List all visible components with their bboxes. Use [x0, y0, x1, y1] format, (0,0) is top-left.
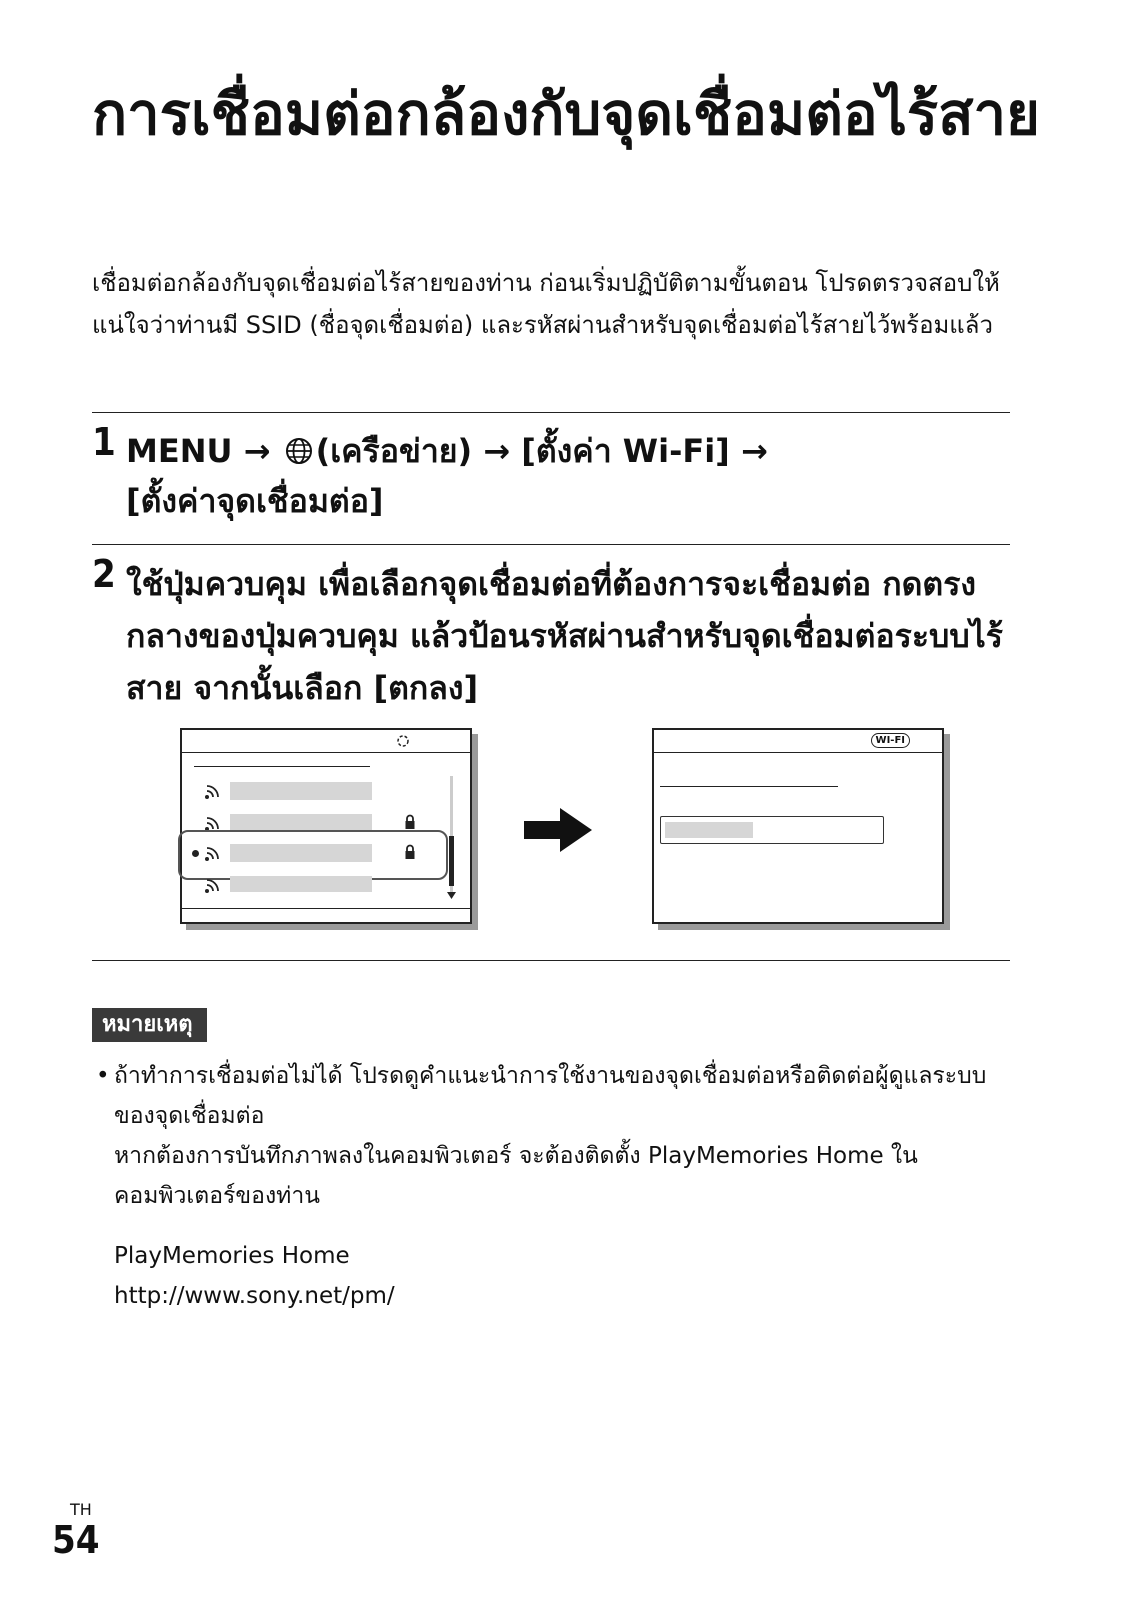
- scroll-down-icon: [447, 892, 456, 899]
- arrow-icon: →: [243, 432, 271, 470]
- globe-icon: [284, 436, 314, 466]
- note-line-1: ถ้าทำการเชื่อมต่อไม่ได้ โปรดดูคำแนะนำการใช้งานของจุดเชื่อมต่อหรือติดต่อผู้ดูแลระบบของจุดเชื่อมต่อ: [114, 1063, 987, 1129]
- arrow-icon: →: [483, 432, 511, 470]
- access-point-list-screen: [180, 728, 472, 924]
- software-url[interactable]: http://www.sony.net/pm/: [114, 1283, 395, 1309]
- note-item: [96, 1056, 996, 1216]
- screen-header: [654, 730, 942, 753]
- password-value: [665, 822, 753, 838]
- intro-paragraph: เชื่อมต่อกล้องกับจุดเชื่อมต่อไร้สายของท่าน ก่อนเริ่มปฏิบัติตามขั้นตอน โปรดตรวจสอบให้แน่ใจว่าท่านมี SSID (ชื่อจุดเชื่อมต่อ) และรหัสผ่านสำหรับจุดเชื่อมต่อไร้สายไว้พร้อมแล้ว: [92, 269, 1000, 339]
- access-point-name[interactable]: [230, 844, 372, 862]
- wifi-badge-icon: WI-FI: [871, 733, 910, 748]
- software-info: [114, 1236, 395, 1316]
- password-field[interactable]: [660, 816, 884, 844]
- page-number: 54: [52, 1518, 100, 1562]
- scrollbar-thumb[interactable]: [449, 836, 454, 886]
- bullet-icon: •: [96, 1063, 110, 1089]
- wifi-signal-icon: [204, 782, 222, 800]
- screen-header: [182, 730, 470, 753]
- note-label: หมายเหตุ: [92, 1008, 207, 1042]
- step-number: 2: [92, 552, 116, 596]
- menu-label: MENU: [126, 432, 233, 470]
- step-1: [92, 420, 1012, 530]
- note-line-2: หากต้องการบันทึกภาพลงในคอมพิวเตอร์ จะต้องติดตั้ง PlayMemories Home ในคอมพิวเตอร์ของท่าน: [114, 1143, 918, 1209]
- title-underline: [194, 766, 370, 767]
- selected-dot-icon: [192, 850, 199, 857]
- wifi-signal-icon: [204, 844, 222, 862]
- page-title: การเชื่อมต่อกล้องกับจุดเชื่อมต่อไร้สาย: [92, 80, 1041, 148]
- access-point-name[interactable]: [230, 876, 372, 892]
- access-point-label: [ตั้งค่าจุดเชื่อมต่อ]: [126, 482, 384, 520]
- step-2: [92, 552, 1012, 712]
- loading-icon: [396, 734, 410, 748]
- wifi-settings-label: [ตั้งค่า Wi-Fi]: [521, 432, 730, 470]
- screen-footer-line: [182, 908, 470, 909]
- lock-icon: [404, 844, 416, 860]
- divider: [92, 544, 1010, 545]
- wifi-signal-icon: [204, 876, 222, 894]
- step-number: 1: [92, 420, 116, 464]
- password-entry-screen: [652, 728, 944, 924]
- lock-icon: [404, 814, 416, 830]
- language-code: TH: [70, 1500, 92, 1519]
- access-point-name[interactable]: [230, 782, 372, 800]
- divider: [92, 412, 1010, 413]
- step-1-text: [126, 426, 1006, 526]
- step-2-text: ใช้ปุ่มควบคุม เพื่อเลือกจุดเชื่อมต่อที่ต้องการจะเชื่อมต่อ กดตรงกลางของปุ่มควบคุม แล้วป้อนรหัสผ่านสำหรับจุดเชื่อมต่อระบบไร้สาย จากนั้นเลือก [ตกลง]: [126, 565, 1003, 707]
- divider: [92, 960, 1010, 961]
- next-arrow-icon: [524, 808, 592, 852]
- title-underline: [660, 786, 838, 787]
- network-label: (เครือข่าย): [315, 432, 473, 470]
- arrow-icon: →: [740, 432, 768, 470]
- software-name: PlayMemories Home: [114, 1243, 350, 1269]
